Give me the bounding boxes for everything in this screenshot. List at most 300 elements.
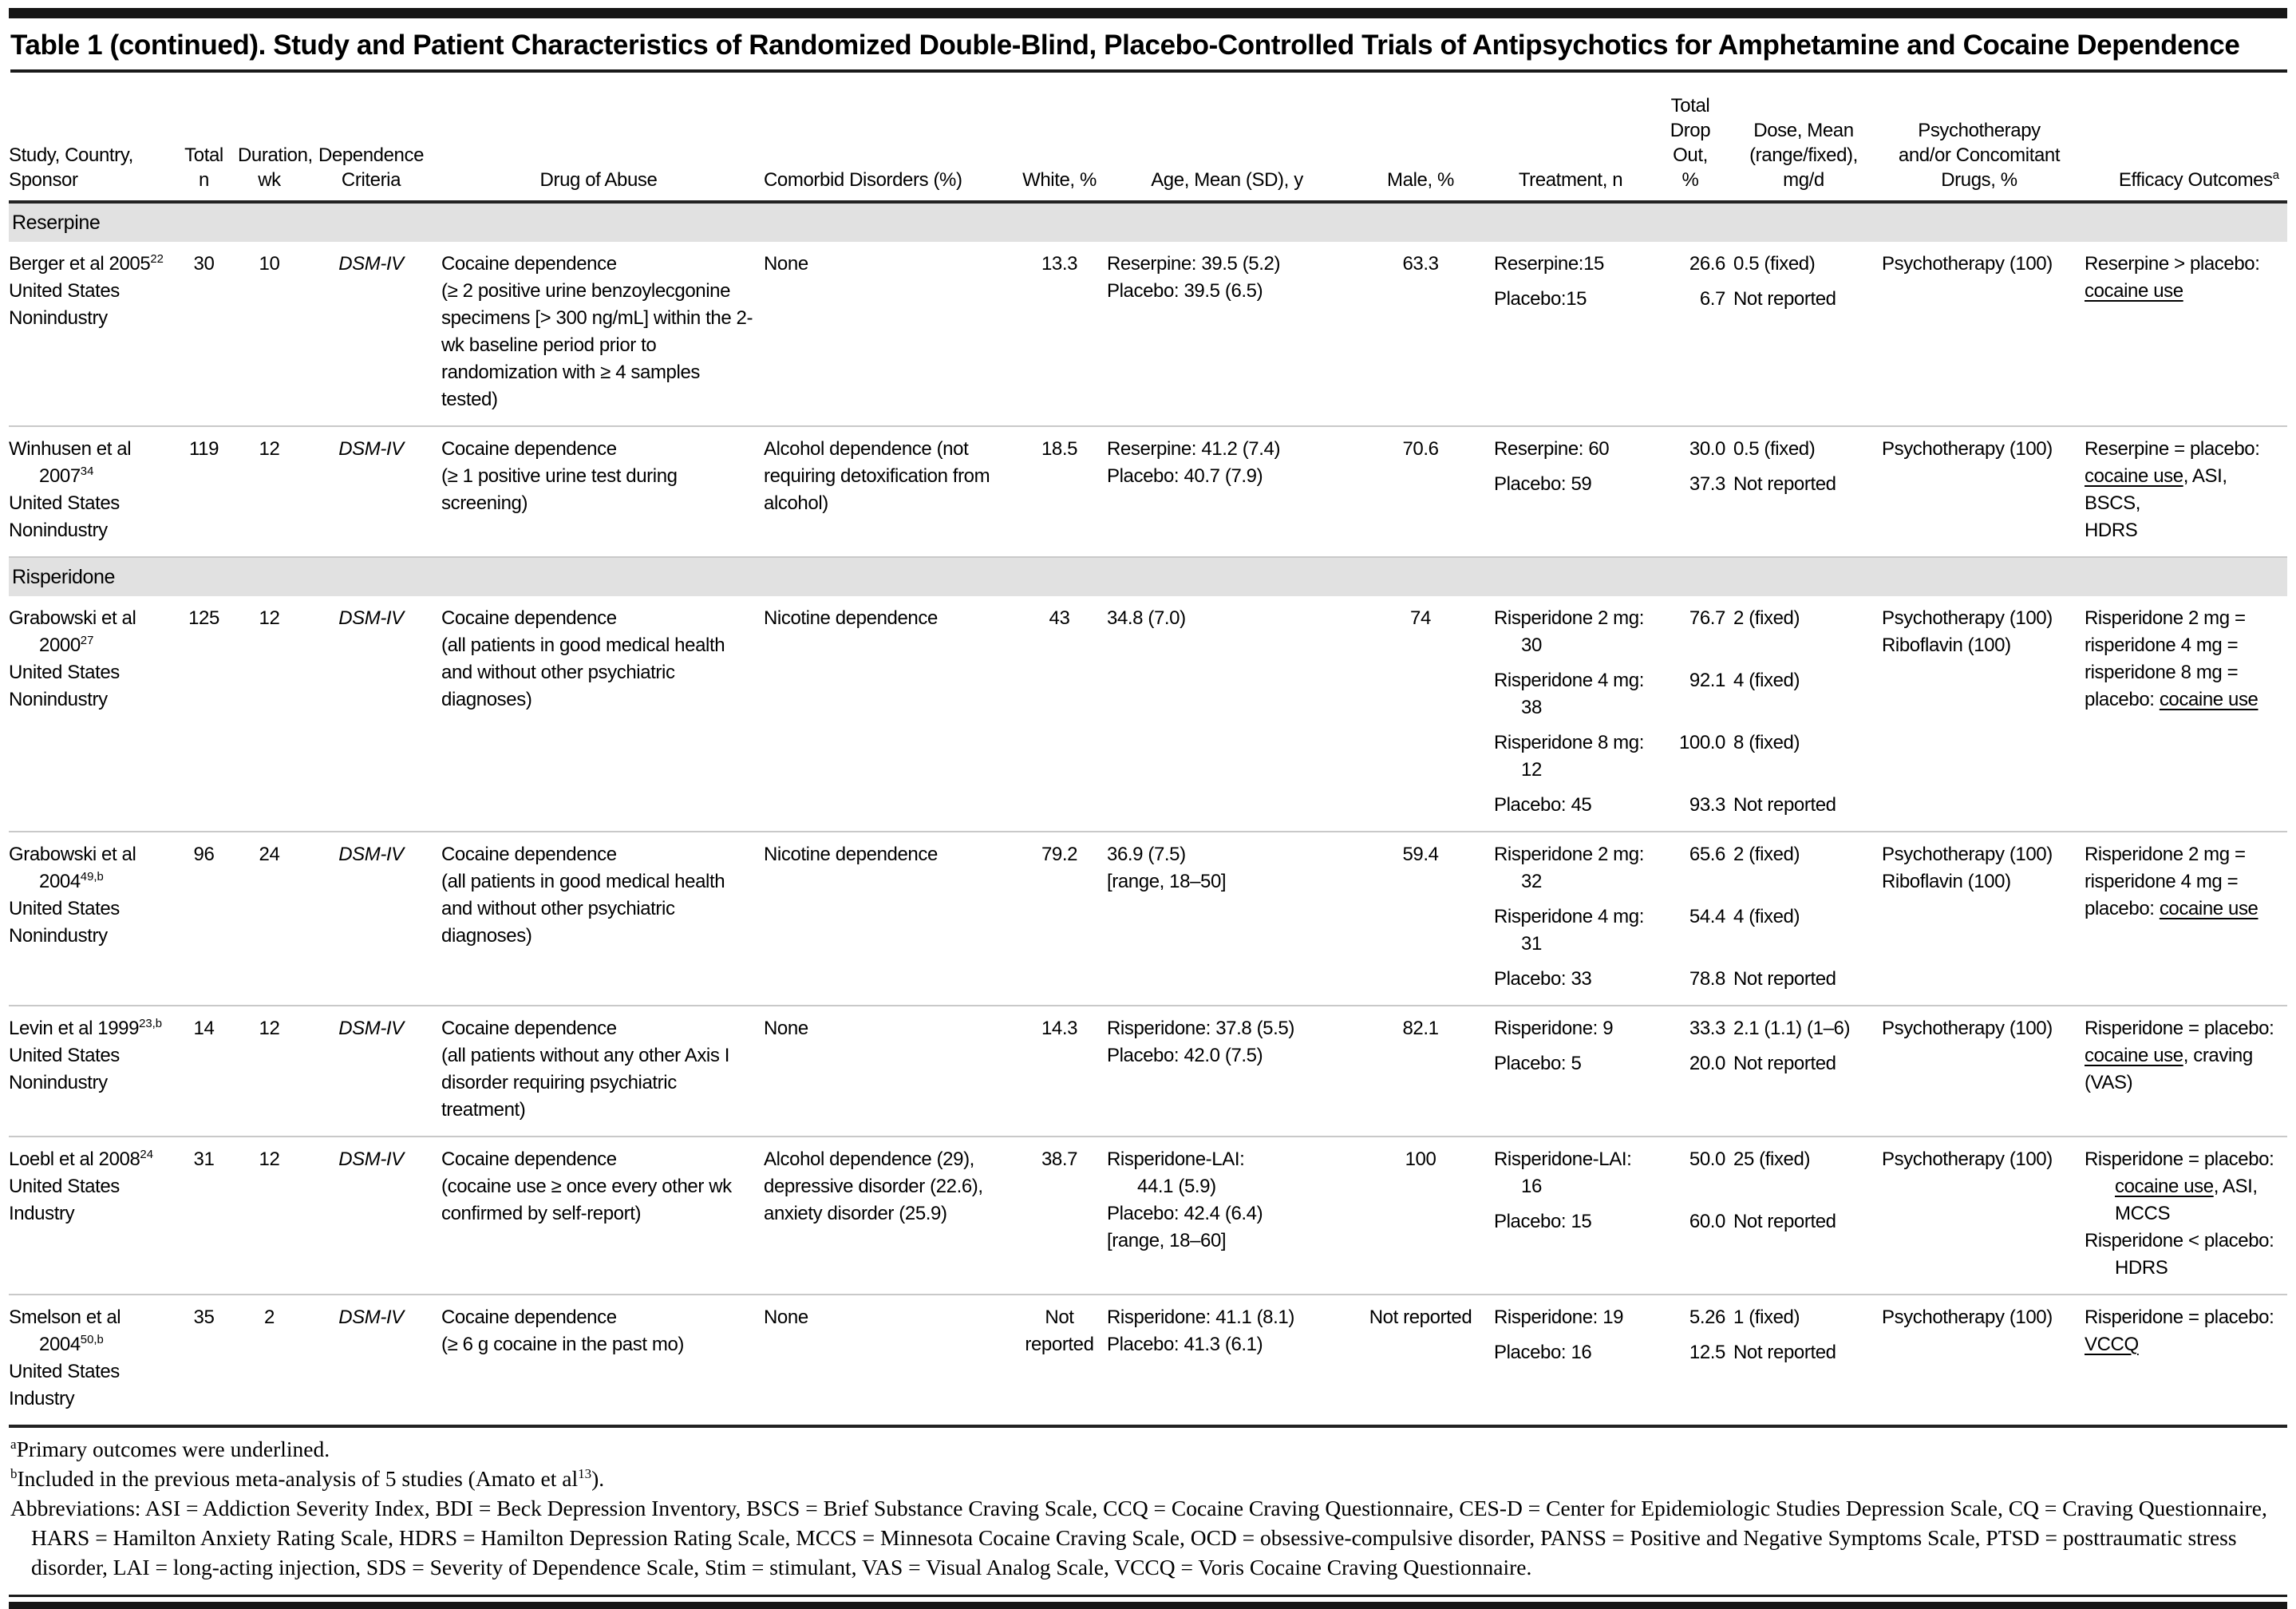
col-header-treatment	[1494, 73, 1655, 202]
study-text: United States	[9, 898, 120, 919]
cell-drug-of-abuse	[441, 832, 764, 1006]
psychotherapy-line: Riboflavin (100)	[1882, 635, 2011, 656]
footnote-marker: 23,b	[139, 1018, 163, 1030]
header-text: Drugs, %	[1941, 169, 2017, 191]
efficacy-text: placebo:	[2085, 689, 2160, 710]
psychotherapy-line: Psychotherapy (100)	[1882, 607, 2053, 629]
cell-psychotherapy	[1882, 1137, 2085, 1295]
cell-total-n: 35	[193, 1307, 215, 1328]
cell-study	[9, 832, 178, 1006]
section-header: Risperidone	[9, 557, 2287, 596]
col-header-dose	[1733, 73, 1882, 202]
cell-duration: 12	[238, 426, 309, 557]
cell-male-pct: 82.1	[1355, 1006, 1494, 1137]
study-line	[9, 251, 170, 278]
cell-efficacy-outcomes	[2085, 1295, 2287, 1425]
cell-drug-of-abuse	[441, 596, 764, 832]
header-line	[1733, 168, 1874, 192]
study-line	[9, 1042, 170, 1069]
header-text: %	[1681, 169, 1699, 191]
study-text: Industry	[9, 1388, 75, 1409]
cell-male-pct: 100	[1355, 1137, 1494, 1295]
header-text: Dose, Mean	[1753, 120, 1854, 141]
header-line	[178, 143, 230, 168]
dose-value: 4 (fixed)	[1733, 670, 1800, 691]
footnote-marker: 50,b	[80, 1334, 104, 1346]
efficacy-line	[2085, 1255, 2279, 1282]
age-line: Placebo: 42.4 (6.4)	[1107, 1203, 1263, 1224]
header-text: Sponsor	[9, 169, 78, 191]
dose-value: Not reported	[1733, 794, 1836, 816]
cell-psychotherapy	[1882, 1295, 2085, 1425]
dose-value: Not reported	[1733, 288, 1836, 310]
dropout-value: 6.7	[1699, 288, 1725, 310]
cell-dropout	[1655, 242, 1733, 426]
footnote-line	[10, 1464, 2286, 1493]
treatment-arm: Placebo:15	[1494, 288, 1587, 310]
treatment-arm: Risperidone 4 mg: 38	[1494, 670, 1644, 718]
efficacy-line	[2085, 686, 2279, 714]
cell-dependence-criteria	[309, 832, 441, 1006]
dropout-value: 93.3	[1689, 794, 1725, 816]
criteria-text: DSM-IV	[338, 844, 404, 865]
cell-efficacy-outcomes	[2085, 1006, 2287, 1137]
age-line: Risperidone: 37.8 (5.5)	[1107, 1018, 1294, 1039]
study-line	[9, 923, 170, 950]
efficacy-text: Risperidone = placebo:	[2085, 1018, 2274, 1039]
header-line	[1655, 93, 1725, 118]
efficacy-line	[2085, 895, 2279, 923]
col-header-psychotherapy	[1882, 73, 2085, 202]
dropout-value: 54.4	[1689, 906, 1725, 927]
age-line: Placebo: 42.0 (7.5)	[1107, 1045, 1263, 1066]
header-line	[1882, 143, 2077, 168]
dose-value: Not reported	[1733, 1342, 1836, 1363]
efficacy-text: , ASI, BSCS,	[2085, 465, 2227, 514]
header-line	[1882, 118, 2077, 143]
criteria-text: DSM-IV	[338, 1307, 404, 1328]
top-rule	[9, 8, 2287, 18]
study-text: United States	[9, 280, 120, 302]
study-line	[9, 686, 170, 714]
section-header-row	[9, 202, 2287, 242]
study-text: Levin et al 1999	[9, 1018, 140, 1039]
dose-value: Not reported	[1733, 1053, 1836, 1074]
cell-treatment	[1494, 242, 1655, 426]
study-line	[9, 1015, 170, 1042]
dose-value: Not reported	[1733, 473, 1836, 495]
header-text: Total	[184, 144, 223, 166]
efficacy-text: Risperidone 2 mg =	[2085, 607, 2246, 629]
study-line	[9, 436, 170, 463]
cell-study	[9, 1006, 178, 1137]
cell-duration: 2	[264, 1307, 275, 1328]
cell-dose	[1733, 1295, 1882, 1425]
drug-line: (≥ 2 positive urine benzoylecgonine specimens [> 300 ng/mL] within the 2-wk baseline period prior to randomization with ≥ 4 samples tested)	[441, 280, 753, 410]
header-line	[1655, 168, 1725, 192]
cell-dependence-criteria	[309, 1137, 441, 1295]
study-text: 2000	[39, 635, 81, 656]
study-line	[9, 278, 170, 305]
col-header-comorbid	[764, 73, 1020, 202]
col-header-dropout	[1655, 73, 1733, 202]
dose-value: 0.5 (fixed)	[1733, 438, 1816, 460]
cell-study	[9, 426, 178, 557]
efficacy-line	[2085, 251, 2279, 278]
header-line	[178, 168, 230, 192]
cell-white-pct: Not reported	[1025, 1307, 1094, 1355]
study-text: Loebl et al 2008	[9, 1148, 140, 1170]
treatment-arm: Risperidone-LAI: 16	[1494, 1148, 1632, 1197]
dose-value: 2 (fixed)	[1733, 844, 1800, 865]
study-line	[9, 1200, 170, 1228]
study-text: Nonindustry	[9, 520, 108, 541]
primary-outcome-text: cocaine use	[2085, 465, 2183, 487]
section-header: Reserpine	[9, 202, 2287, 242]
header-text: Drop Out,	[1670, 120, 1711, 166]
col-header-criteria	[309, 73, 441, 202]
table-row	[9, 1006, 2287, 1137]
dropout-value: 37.3	[1689, 473, 1725, 495]
efficacy-text: risperidone 4 mg =	[2085, 871, 2239, 892]
footnotes	[9, 1428, 2287, 1593]
criteria-text: DSM-IV	[338, 438, 404, 460]
cell-study	[9, 1137, 178, 1295]
header-line	[1733, 143, 1874, 168]
dropout-value: 65.6	[1689, 844, 1725, 865]
drug-line: Cocaine dependence	[441, 607, 617, 629]
cell-efficacy-outcomes	[2085, 242, 2287, 426]
dropout-value: 12.5	[1689, 1342, 1725, 1363]
age-line: [range, 18–60]	[1107, 1230, 1227, 1251]
cell-white-pct: 14.3	[1020, 1006, 1107, 1137]
cell-dose	[1733, 1137, 1882, 1295]
dose-value: 4 (fixed)	[1733, 906, 1800, 927]
efficacy-line	[2085, 463, 2279, 517]
cell-male-pct: 63.3	[1355, 242, 1494, 426]
efficacy-line	[2085, 1173, 2279, 1200]
efficacy-line	[2085, 1228, 2279, 1255]
cell-study	[9, 1295, 178, 1425]
efficacy-text: Risperidone = placebo:	[2085, 1307, 2274, 1328]
treatment-arm: Placebo: 5	[1494, 1053, 1582, 1074]
footnote-line	[10, 1434, 2286, 1464]
cell-psychotherapy	[1882, 242, 2085, 426]
study-line	[9, 1304, 170, 1331]
efficacy-line	[2085, 605, 2279, 632]
study-text: United States	[9, 492, 120, 514]
cell-total-n: 30	[178, 242, 238, 426]
treatment-arm: Placebo: 33	[1494, 968, 1592, 990]
cell-efficacy-outcomes	[2085, 426, 2287, 557]
cell-white-pct: 43	[1020, 596, 1107, 832]
footnote-marker: 27	[80, 635, 94, 647]
study-text: Nonindustry	[9, 689, 108, 710]
cell-drug-of-abuse	[441, 1006, 764, 1137]
treatment-arm: Placebo: 15	[1494, 1211, 1592, 1232]
cell-drug-of-abuse	[441, 1137, 764, 1295]
header-line	[309, 143, 433, 168]
header-text: Duration,	[238, 144, 313, 166]
cell-comorbid-disorders: None	[764, 242, 1020, 426]
cell-treatment	[1494, 1006, 1655, 1137]
footnote-marker: b	[10, 1465, 18, 1481]
primary-outcome-text: cocaine use	[2159, 689, 2258, 710]
cell-dose	[1733, 1006, 1882, 1137]
age-line: 36.9 (7.5)	[1107, 844, 1186, 865]
cell-psychotherapy	[1882, 1006, 2085, 1137]
study-text: Nonindustry	[9, 307, 108, 329]
efficacy-text: HDRS	[2085, 520, 2138, 541]
study-line	[9, 868, 170, 895]
cell-male-pct: 59.4	[1355, 832, 1494, 1006]
efficacy-line	[2085, 632, 2279, 659]
cell-white-pct: 18.5	[1020, 426, 1107, 557]
dropout-value: 20.0	[1689, 1053, 1725, 1074]
cell-age	[1107, 1137, 1355, 1295]
efficacy-line	[2085, 1015, 2279, 1042]
primary-outcome-text: cocaine use	[2085, 280, 2183, 302]
study-text: Nonindustry	[9, 925, 108, 947]
criteria-text: DSM-IV	[338, 607, 404, 629]
study-line	[9, 490, 170, 517]
header-line	[1020, 168, 1099, 192]
cell-dropout	[1655, 426, 1733, 557]
cell-efficacy-outcomes	[2085, 832, 2287, 1006]
table-row	[9, 1295, 2287, 1425]
efficacy-text: , ASI,	[2213, 1176, 2258, 1197]
header-text: (range/fixed),	[1749, 144, 1858, 166]
header-line	[1882, 168, 2077, 192]
cell-dose	[1733, 426, 1882, 557]
psychotherapy-line: Psychotherapy (100)	[1882, 844, 2053, 865]
dropout-value: 30.0	[1689, 438, 1725, 460]
efficacy-line	[2085, 1304, 2279, 1331]
col-header-drug	[441, 73, 764, 202]
efficacy-text: Risperidone 2 mg =	[2085, 844, 2246, 865]
study-line	[9, 517, 170, 544]
study-text: United States	[9, 1361, 120, 1382]
drug-line: Cocaine dependence	[441, 1148, 617, 1170]
study-text: 2004	[39, 871, 81, 892]
header-row	[9, 73, 2287, 202]
study-line	[9, 1173, 170, 1200]
efficacy-line	[2085, 868, 2279, 895]
cell-comorbid-disorders: Alcohol dependence (29), depressive disorder (22.6), anxiety disorder (25.9)	[764, 1137, 1020, 1295]
study-line	[9, 632, 170, 659]
table-row	[9, 242, 2287, 426]
cell-dropout	[1655, 1006, 1733, 1137]
treatment-arm: Placebo: 16	[1494, 1342, 1592, 1363]
drug-line: (cocaine use ≥ once every other wk confirmed by self-report)	[441, 1176, 732, 1224]
footnote-text: Abbreviations: ASI = Addiction Severity Index, BDI = Beck Depression Inventory, BSCS = Brief Substance Craving Scale, CCQ = Cocaine Craving Questionnaire, CES-D = Center for Epidemiologic Studies Depression Scale, CQ = Craving Questionnaire, HARS = Hamilton Anxiety Rating Scale, HDRS = Hamilton Depression Rating Scale, MCCS = Minnesota Cocaine Craving Scale, OCD = obsessive-compulsive disorder, PANSS = Positive and Negative Symptoms Scale, PTSD = posttraumatic stress disorder, LAI = long-acting injection, SDS = Severity of Dependence Scale, Stim = stimulant, VAS = Visual Analog Scale, VCCQ = Voris Cocaine Craving Questionnaire.	[10, 1496, 2267, 1579]
study-line	[9, 1386, 170, 1413]
cell-white-pct: 38.7	[1020, 1137, 1107, 1295]
dose-value: 0.5 (fixed)	[1733, 253, 1816, 275]
cell-duration: 12	[238, 1137, 309, 1295]
study-line	[9, 1331, 170, 1358]
col-header-male	[1355, 73, 1494, 202]
efficacy-line	[2085, 1069, 2279, 1097]
treatment-arm: Reserpine: 60	[1494, 438, 1610, 460]
study-line	[9, 841, 170, 868]
efficacy-line	[2085, 517, 2279, 544]
drug-line: Cocaine dependence	[441, 1018, 617, 1039]
cell-drug-of-abuse	[441, 1295, 764, 1425]
treatment-arm: Risperidone: 19	[1494, 1307, 1624, 1328]
drug-line: Cocaine dependence	[441, 1307, 617, 1328]
primary-outcome-text: cocaine use	[2115, 1176, 2214, 1197]
study-text: Grabowski et al	[9, 607, 136, 629]
cell-total-n: 125	[178, 596, 238, 832]
footnote-text: Primary outcomes were underlined.	[16, 1437, 330, 1461]
efficacy-text: risperidone 4 mg =	[2085, 635, 2239, 656]
psychotherapy-line: Psychotherapy (100)	[1882, 1018, 2053, 1039]
cell-age	[1107, 596, 1355, 832]
drug-line: Cocaine dependence	[441, 844, 617, 865]
footnote-marker: 13	[578, 1465, 592, 1481]
study-text: Nonindustry	[9, 1072, 108, 1093]
header-text: and/or Concomitant	[1898, 144, 2061, 166]
dose-value: 1 (fixed)	[1733, 1307, 1800, 1328]
treatment-arm: Risperidone: 9	[1494, 1018, 1614, 1039]
cell-comorbid-disorders: None	[764, 1307, 808, 1328]
efficacy-line	[2085, 1200, 2279, 1228]
col-header-duration	[238, 73, 313, 202]
treatment-arm: Risperidone 8 mg: 12	[1494, 732, 1644, 781]
cell-dropout	[1655, 1137, 1733, 1295]
header-text: Drug of Abuse	[539, 169, 658, 191]
footnote-marker: a	[2272, 169, 2279, 182]
table-body	[9, 202, 2287, 1425]
header-text: Comorbid Disorders (%)	[764, 169, 962, 191]
header-text: Treatment, n	[1518, 169, 1623, 191]
cell-treatment	[1494, 1137, 1655, 1295]
header-text: wk	[258, 169, 281, 191]
header-text: Criteria	[341, 169, 401, 191]
dose-value: Not reported	[1733, 1211, 1836, 1232]
study-text: 2004	[39, 1334, 81, 1355]
header-text: Study, Country,	[9, 144, 133, 166]
header-text: Psychotherapy	[1918, 120, 2041, 141]
criteria-text: DSM-IV	[338, 1018, 404, 1039]
cell-treatment	[1494, 832, 1655, 1006]
cell-comorbid-disorders: Nicotine dependence	[764, 596, 1020, 832]
age-line: [range, 18–50]	[1107, 871, 1227, 892]
dose-value: 25 (fixed)	[1733, 1148, 1811, 1170]
cell-comorbid-disorders: Nicotine dependence	[764, 832, 1020, 1006]
dose-value: Not reported	[1733, 968, 1836, 990]
col-header-total-n	[178, 73, 238, 202]
header-line	[1733, 118, 1874, 143]
efficacy-text: MCCS	[2115, 1203, 2171, 1224]
treatment-arm: Risperidone 4 mg: 31	[1494, 906, 1644, 955]
header-line	[1355, 168, 1486, 192]
criteria-text: DSM-IV	[338, 253, 404, 275]
cell-dependence-criteria	[309, 596, 441, 832]
efficacy-text: Reserpine = placebo:	[2085, 438, 2260, 460]
table-row	[9, 426, 2287, 557]
drug-line: (≥ 6 g cocaine in the past mo)	[441, 1334, 684, 1355]
psychotherapy-line: Psychotherapy (100)	[1882, 253, 2053, 275]
drug-line: Cocaine dependence	[441, 438, 617, 460]
table-title: Table 1 (continued). Study and Patient Characteristics of Randomized Double-Blind, Placebo-Controlled Trials of Antipsychotics for Amphetamine and Cocaine Dependence	[10, 26, 2287, 73]
section-header-row	[9, 557, 2287, 596]
dropout-value: 33.3	[1689, 1018, 1725, 1039]
footnote-line	[10, 1493, 2286, 1582]
cell-dependence-criteria	[309, 1006, 441, 1137]
drug-line: (≥ 1 positive urine test during screening)	[441, 465, 678, 514]
study-text: United States	[9, 1176, 120, 1197]
header-line	[238, 168, 301, 192]
treatment-arm: Risperidone 2 mg: 32	[1494, 844, 1644, 892]
cell-psychotherapy	[1882, 596, 2085, 832]
efficacy-text: HDRS	[2115, 1257, 2168, 1279]
header-line	[1107, 168, 1347, 192]
cell-drug-of-abuse	[441, 426, 764, 557]
psychotherapy-line: Psychotherapy (100)	[1882, 1148, 2053, 1170]
header-line	[9, 143, 170, 168]
dropout-value: 5.26	[1689, 1307, 1725, 1328]
cell-age	[1107, 242, 1355, 426]
cell-white-pct: 13.3	[1020, 242, 1107, 426]
psychotherapy-line: Psychotherapy (100)	[1882, 1307, 2053, 1328]
study-text: United States	[9, 662, 120, 683]
header-text: Male, %	[1387, 169, 1454, 191]
study-text: Winhusen et al	[9, 438, 132, 460]
study-line	[9, 1146, 170, 1173]
footnote-marker: 49,b	[80, 871, 104, 884]
cell-study	[9, 596, 178, 832]
cell-duration: 12	[238, 596, 309, 832]
cell-total-n: 119	[178, 426, 238, 557]
table-row	[9, 832, 2287, 1006]
psychotherapy-line: Psychotherapy (100)	[1882, 438, 2053, 460]
footnote-marker: 34	[80, 465, 94, 478]
cell-treatment	[1494, 596, 1655, 832]
table-header	[9, 73, 2287, 202]
cell-comorbid-disorders: None	[764, 1006, 1020, 1137]
cell-dropout	[1655, 1295, 1733, 1425]
efficacy-text: , craving	[2183, 1045, 2253, 1066]
header-text: Dependence	[318, 144, 425, 166]
criteria-text: DSM-IV	[338, 1148, 404, 1170]
study-text: Smelson et al	[9, 1307, 121, 1328]
study-line	[9, 659, 170, 686]
study-text: Berger et al 2005	[9, 253, 151, 275]
cell-dose	[1733, 832, 1882, 1006]
cell-age	[1107, 832, 1355, 1006]
footnote-text: Included in the previous meta-analysis of 5 studies (Amato et al	[17, 1466, 579, 1491]
study-text: United States	[9, 1045, 120, 1066]
efficacy-line	[2085, 659, 2279, 686]
cell-age	[1107, 1006, 1355, 1137]
age-line: 44.1 (5.9)	[1137, 1176, 1216, 1197]
study-text: 2007	[39, 465, 81, 487]
efficacy-line	[2085, 1331, 2279, 1358]
efficacy-text: placebo:	[2085, 898, 2160, 919]
age-line: Reserpine: 41.2 (7.4)	[1107, 438, 1281, 460]
treatment-arm: Placebo: 59	[1494, 473, 1592, 495]
study-line	[9, 1069, 170, 1097]
drug-line: (all patients without any other Axis I disorder requiring psychiatric treatment)	[441, 1045, 729, 1121]
header-text: Age, Mean (SD), y	[1151, 169, 1303, 191]
age-line: Placebo: 39.5 (6.5)	[1107, 280, 1263, 302]
table-row	[9, 596, 2287, 832]
cell-psychotherapy	[1882, 832, 2085, 1006]
age-line: Placebo: 40.7 (7.9)	[1107, 465, 1263, 487]
cell-dose	[1733, 596, 1882, 832]
